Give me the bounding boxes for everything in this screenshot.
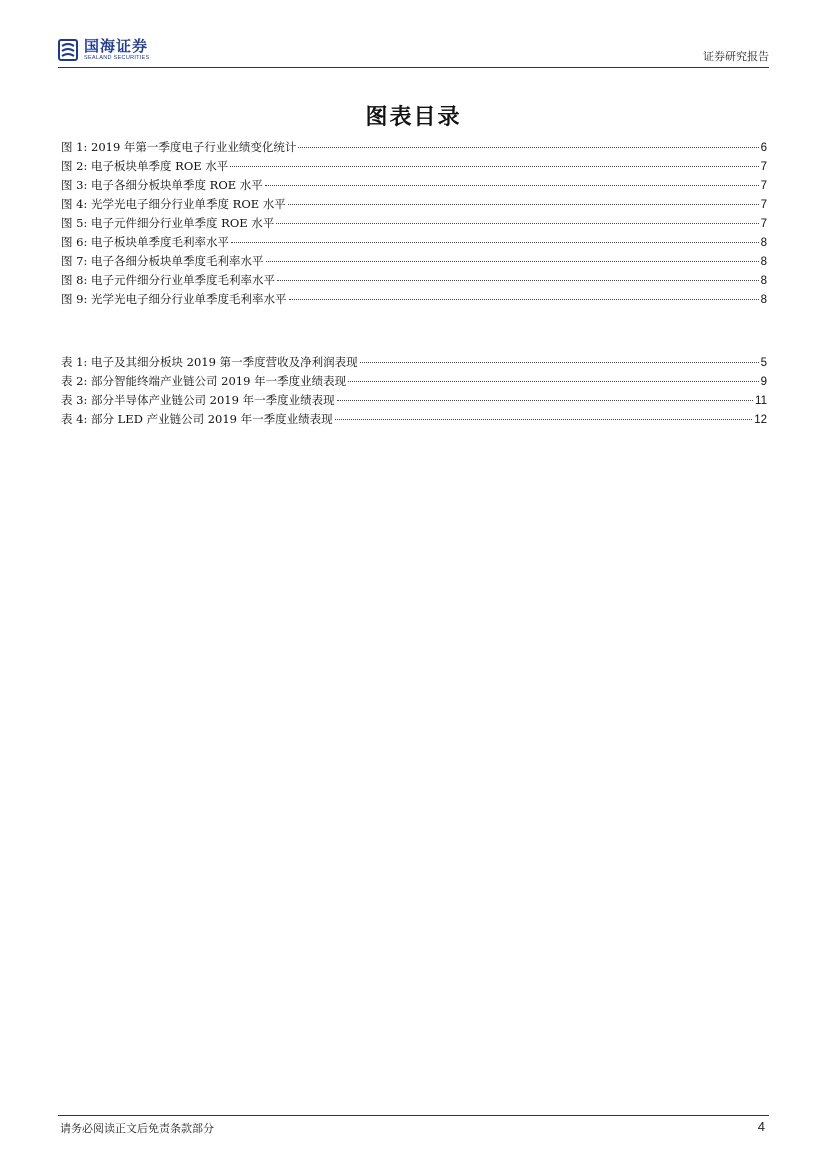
toc-entry-label: 图 4: 光学光电子细分行业单季度 ROE 水平 [61, 197, 286, 211]
page-number: 4 [757, 1119, 765, 1134]
toc-entry-label: 表 3: 部分半导体产业链公司 2019 年一季度业绩表现 [61, 393, 335, 407]
toc-entry-figure-2[interactable] [61, 158, 767, 177]
toc-entry-page: 6 [760, 142, 767, 154]
logo-english-name: SEALAND SECURITIES [84, 54, 150, 61]
toc-entry-page: 7 [760, 180, 767, 192]
toc-leader-dots [289, 299, 759, 300]
toc-entry-page: 8 [760, 256, 767, 268]
toc-entry-figure-9[interactable] [61, 291, 767, 310]
toc-entry-label: 图 8: 电子元件细分行业单季度毛利率水平 [61, 273, 276, 287]
toc-entry-label: 表 4: 部分 LED 产业链公司 2019 年一季度业绩表现 [61, 412, 333, 426]
logo-chinese-name: 国海证券 [84, 36, 149, 55]
toc-entry-figure-6[interactable] [61, 234, 767, 253]
toc-entry-table-4[interactable] [61, 411, 767, 430]
toc-entry-page: 9 [760, 376, 767, 388]
toc-leader-dots [276, 223, 758, 224]
toc-entry-label: 图 5: 电子元件细分行业单季度 ROE 水平 [61, 216, 275, 230]
toc-entry-figure-3[interactable] [61, 177, 767, 196]
toc-leader-dots [266, 261, 759, 262]
header-divider [58, 67, 769, 68]
toc-entry-figure-1[interactable] [61, 139, 767, 158]
toc-entry-label: 表 2: 部分智能终端产业链公司 2019 年一季度业绩表现 [61, 374, 347, 388]
toc-entry-figure-5[interactable] [61, 215, 767, 234]
toc-entry-table-1[interactable] [61, 354, 767, 373]
toc-entry-figure-7[interactable] [61, 253, 767, 272]
toc-entry-page: 11 [755, 395, 767, 407]
toc-leader-dots [230, 166, 758, 167]
toc-entry-figure-8[interactable] [61, 272, 767, 291]
toc-leader-dots [265, 185, 759, 186]
toc-leader-dots [337, 400, 753, 401]
toc-entry-label: 图 2: 电子板块单季度 ROE 水平 [61, 159, 229, 173]
toc-entry-page: 8 [760, 237, 767, 249]
toc-entry-page: 7 [760, 161, 767, 173]
toc-leader-dots [298, 147, 758, 148]
toc-entry-label: 图 6: 电子板块单季度毛利率水平 [61, 235, 230, 249]
table-list [61, 354, 767, 430]
toc-leader-dots [360, 362, 759, 363]
toc-entry-figure-4[interactable] [61, 196, 767, 215]
toc-entry-label: 图 3: 电子各细分板块单季度 ROE 水平 [61, 178, 263, 192]
toc-leader-dots [288, 204, 759, 205]
disclaimer-note: 请务必阅读正文后免责条款部分 [60, 1122, 214, 1135]
figure-list [61, 139, 767, 310]
toc-entry-page: 5 [760, 357, 767, 369]
toc-entry-table-2[interactable] [61, 373, 767, 392]
company-logo [58, 36, 150, 64]
toc-entry-label: 表 1: 电子及其细分板块 2019 第一季度营收及净利润表现 [61, 355, 358, 369]
toc-entry-label: 图 1: 2019 年第一季度电子行业业绩变化统计 [61, 140, 297, 154]
toc-leader-dots [231, 242, 759, 243]
toc-entry-page: 8 [760, 275, 767, 287]
toc-leader-dots [277, 280, 759, 281]
toc-entry-page: 8 [760, 294, 767, 306]
report-type-label: 证券研究报告 [703, 50, 769, 63]
toc-entry-label: 图 7: 电子各细分板块单季度毛利率水平 [61, 254, 264, 268]
toc-entry-page: 7 [760, 199, 767, 211]
toc-entry-label: 图 9: 光学光电子细分行业单季度毛利率水平 [61, 292, 287, 306]
toc-leader-dots [335, 419, 753, 420]
page-header [58, 36, 769, 66]
toc-entry-page: 12 [754, 414, 767, 426]
toc-entry-table-3[interactable] [61, 392, 767, 411]
page-title: 图表目录 [365, 105, 462, 130]
sealand-logo-icon [58, 38, 78, 62]
toc-entry-page: 7 [760, 218, 767, 230]
toc-leader-dots [348, 381, 759, 382]
footer-divider [58, 1115, 769, 1116]
